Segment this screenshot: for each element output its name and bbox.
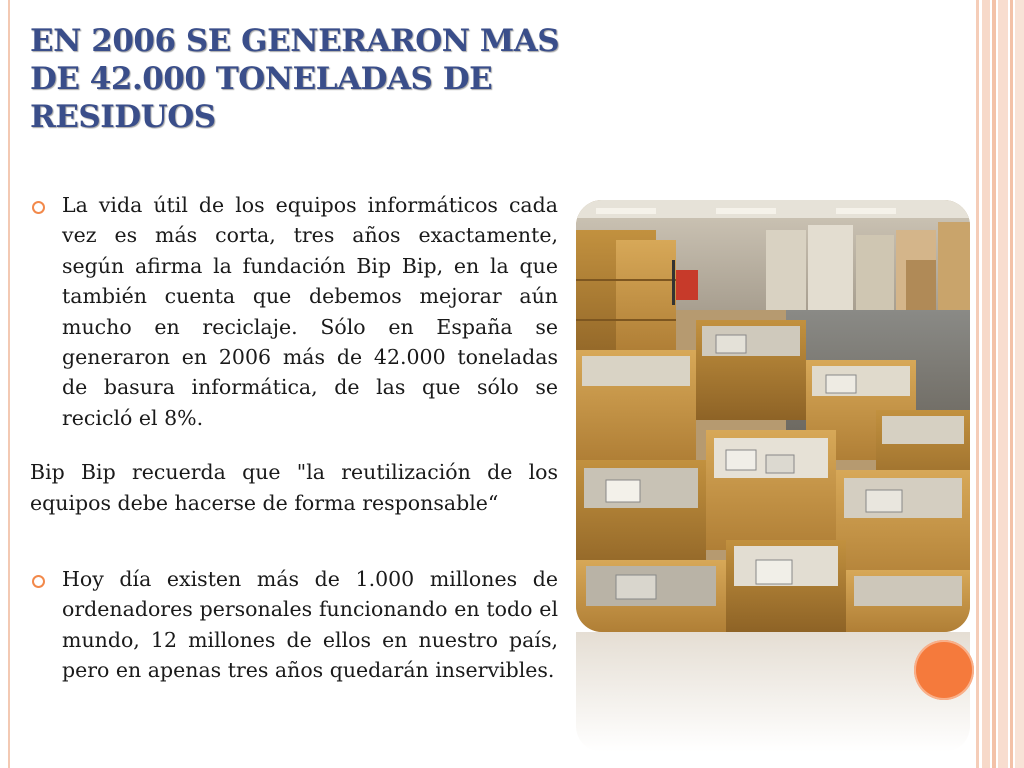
orange-circle-decoration xyxy=(914,640,974,700)
ewaste-boxes-illustration xyxy=(576,200,970,632)
stripe xyxy=(982,0,990,768)
paragraph-text: Hoy día existen más de 1.000 millones de ordenadores personales funcionando en todo el mundo, 12 millones de ellos en nuestro país, pero en apenas tres años quedarán inservibles. xyxy=(62,567,558,683)
stripe xyxy=(1015,0,1024,768)
bullet-paragraph-3 xyxy=(30,564,558,686)
stripe xyxy=(998,0,1008,768)
stripe xyxy=(976,0,979,768)
slide-title: EN 2006 SE GENERARON MAS DE 42.000 TONELADAS DE RESIDUOS xyxy=(30,23,560,135)
left-border-line xyxy=(8,0,10,768)
paragraph-text: Bip Bip recuerda que "la reutilización de los equipos debe hacerse de forma responsable“ xyxy=(30,460,558,515)
paragraph-2 xyxy=(30,457,558,518)
stripe xyxy=(992,0,996,768)
bullet-paragraph-1 xyxy=(30,190,558,433)
slide-content xyxy=(30,190,558,686)
warehouse-photo xyxy=(576,200,970,632)
circle-bullet-icon xyxy=(32,201,45,214)
circle-bullet-icon xyxy=(32,575,45,588)
stripe xyxy=(1010,0,1013,768)
paragraph-text: La vida útil de los equipos informáticos cada vez es más corta, tres años exactamente, según afirma la fundación Bip Bip, en la que también cuenta que debemos mejorar aún mucho en reciclaje. Sólo en España se generaron en 2006 más de 42.000 toneladas de basura informática, de las que sólo se recicló el 8%. xyxy=(62,193,558,430)
photo-reflection xyxy=(576,632,970,752)
right-decorative-stripes xyxy=(976,0,1024,768)
